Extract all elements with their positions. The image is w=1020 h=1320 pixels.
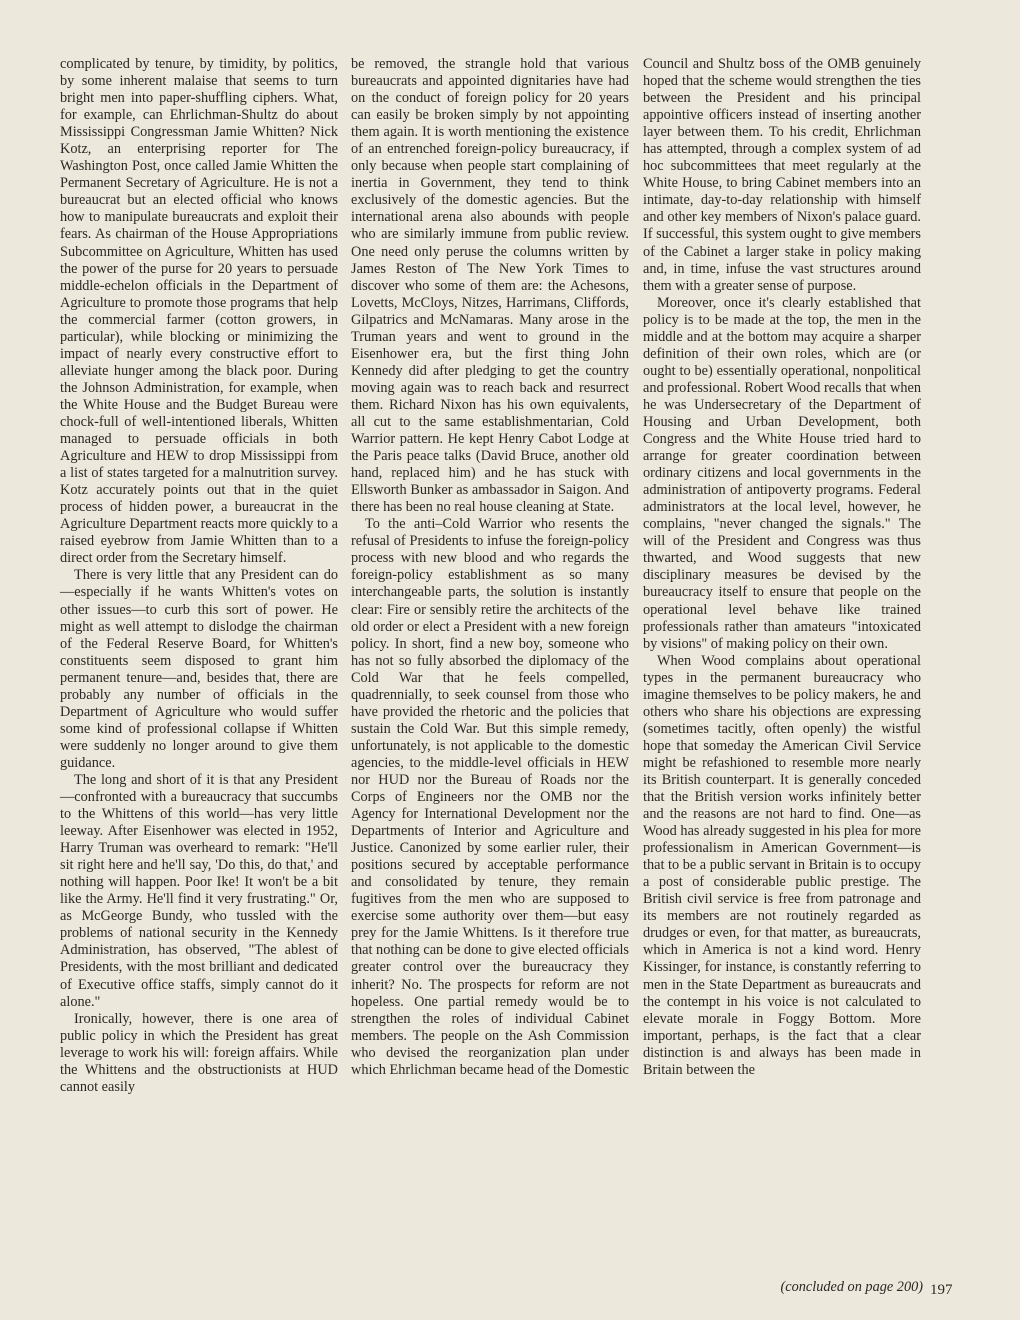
paragraph: The long and short of it is that any President—confronted with a bureaucracy that succumbs to the Whittens of this world—has very little leeway. After Eisenhower was elected in 1952, Harry Truman was overheard to remark: "He'll sit right here and he'll say, 'Do this, do that,' and nothing will happen. Poor Ike! It won't be a bit like the Army. He'll find it very frustrating." Or, as McGeorge Bundy, who tussled with the problems of national security in the Kennedy Administration, has observed, "The ablest of Presidents, with the most brilliant and dedicated of Executive office staffs, simply cannot do it alone.": [60, 771, 338, 1010]
text-column-2: [351, 56, 629, 1079]
text-column-3: [643, 56, 921, 1079]
text-column-1: [60, 56, 338, 1096]
continuation-note: (concluded on page 200): [780, 1279, 923, 1295]
paragraph: Council and Shultz boss of the OMB genuinely hoped that the scheme would strengthen the ties between the President and his principal appointive officers instead of inserting another layer between them. To his credit, Ehrlichman has attempted, through a complex system of ad hoc subcommittees that meet regularly at the White House, to bring Cabinet members into an intimate, day-to-day relationship with himself and other key members of Nixon's palace guard. If successful, this system ought to give members of the Cabinet a larger stake in policy making and, in time, infuse the vast structures around them with a greater sense of purpose.: [643, 56, 921, 294]
paragraph: complicated by tenure, by timidity, by politics, by some inherent malaise that seems to turn bright men into paper-shuffling ciphers. What, for example, can Ehrlichman-Shultz do about Mississippi Congressman Jamie Whitten? Nick Kotz, an enterprising reporter for The Washington Post, once called Jamie Whitten the Permanent Secretary of Agriculture. He is not a bureaucrat but an elected official who knows how to manipulate bureaucrats and exploit their fears. As chairman of the House Appropriations Subcommittee on Agriculture, Whitten has used the power of the purse for 20 years to persuade middle-echelon officials in the Department of Agriculture to promote those programs that help the commercial farmer (cotton growers, in particular), while blocking or minimizing the impact of nearly every constructive effort to alleviate hunger among the black poor. During the Johnson Administration, for example, when the White House and the Budget Bureau were chock-full of well-intentioned liberals, Whitten managed to persuade officials in both Agriculture and HEW to drop Mississippi from a list of states targeted for a malnutrition survey. Kotz accurately points out that in the quiet process of hidden power, a bureaucrat in the Agriculture Department reacts more quickly to a raised eyebrow from Jamie Whitten than to a direct order from the Secretary himself.: [60, 56, 338, 567]
paragraph: When Wood complains about operational types in the permanent bureaucracy who imagine themselves to be policy makers, he and others who share his objections are expressing (sometimes tacitly, often openly) the wistful hope that someday the American Civil Service might be refashioned to resemble more nearly its British counterpart. It is generally conceded that the British version works infinitely better and the reasons are not hard to find. One—as Wood has already suggested in his plea for more professionalism in American Government—is that to be a public servant in Britain is to occupy a post of considerable public prestige. The British civil service is free from patronage and its members are not routinely regarded as drudges or even, for that matter, as bureaucrats, which in America is not a kind word. Henry Kissinger, for instance, is constantly referring to men in the State Department as bureaucrats and the contempt in his voice is not calculated to elevate morale in Foggy Bottom. More important, perhaps, is the fact that a clear distinction is and always has been made in Britain between the: [643, 652, 921, 1078]
paragraph: There is very little that any President can do—especially if he wants Whitten's votes on other issues—to curb this sort of power. He might as well attempt to dislodge the chairman of the Federal Reserve Board, for Whitten's constituents seem disposed to grant him permanent tenure—and, besides that, there are probably any number of officials in the Department of Agriculture who would suffer some kind of professional collapse if Whitten were suddenly no longer around to give them guidance.: [60, 567, 338, 771]
paragraph: Ironically, however, there is one area of public policy in which the President has great leverage to work his will: foreign affairs. While the Whittens and the obstructionists at HUD cannot easily: [60, 1010, 338, 1095]
page-number: 197: [930, 1282, 953, 1298]
paragraph: To the anti–Cold Warrior who resents the refusal of Presidents to infuse the foreign-policy process with new blood and who regards the foreign-policy establishment as so many interchangeable parts, the solution is instantly clear: Fire or sensibly retire the architects of the old order or elect a President with a new foreign policy. In short, find a new boy, someone who has not so fully absorbed the diplomacy of the Cold War that he feels compelled, quadrennially, to seek counsel from those who have provided the rhetoric and the policies that sustain the Cold War. But this simple remedy, unfortunately, is not applicable to the domestic agencies, to the middle-level officials in HEW nor HUD nor the Bureau of Roads nor the Corps of Engineers nor the OMB nor the Agency for International Development nor the Departments of Interior and Agriculture and Justice. Canonized by some earlier ruler, their positions secured by acceptable performance and consolidated by tenure, they remain fugitives from the men who are supposed to exercise some authority over them—but easy prey for the Jamie Whittens. Is it therefore true that nothing can be done to give elected officials greater control over the bureaucracy they inherit? No. The prospects for reform are not hopeless. One partial remedy would be to strengthen the roles of individual Cabinet members. The people on the Ash Commission who devised the reorganization plan under which Ehrlichman became head of the Domestic: [351, 516, 629, 1078]
paragraph: be removed, the strangle hold that various bureaucrats and appointed dignitaries have had on the conduct of foreign policy for 20 years can easily be broken simply by not appointing them again. It is worth mentioning the existence of an entrenched foreign-policy bureaucracy, if only because when people start complaining of inertia in Government, they tend to think exclusively of the domestic agencies. But the international arena also abounds with people who are similarly immune from public review. One need only peruse the columns written by James Reston of The New York Times to discover who some of them are: the Achesons, Lovetts, McCloys, Nitzes, Harrimans, Cliffords, Gilpatrics and McNamaras. Many arose in the Truman years and went to ground in the Eisenhower era, but the first thing John Kennedy did after pledging to get the country moving again was to reach back and resurrect them. Richard Nixon has his own equivalents, all cut to the same establishmentarian, Cold Warrior pattern. He kept Henry Cabot Lodge at the Paris peace talks (David Bruce, another old hand, replaced him) and he has stuck with Ellsworth Bunker as ambassador in Saigon. And there has been no real house cleaning at State.: [351, 56, 629, 516]
paragraph: Moreover, once it's clearly established that policy is to be made at the top, the men in the middle and at the bottom may acquire a sharper definition of their own roles, which are (or ought to be) essentially operational, nonpolitical and professional. Robert Wood recalls that when he was Undersecretary of the Department of Housing and Urban Development, both Congress and the White House tried hard to arrange for greater coordination between ordinary citizens and local governments in the administration of antipoverty programs. Federal administrators at the local level, however, he complains, "never changed the signals." The will of the President and Congress was thus thwarted, and Wood suggests that new disciplinary measures be devised by the bureaucracy itself to ensure that people on the operational level behave like trained professionals rather than amateurs "intoxicated by visions" of making policy on their own.: [643, 294, 921, 652]
